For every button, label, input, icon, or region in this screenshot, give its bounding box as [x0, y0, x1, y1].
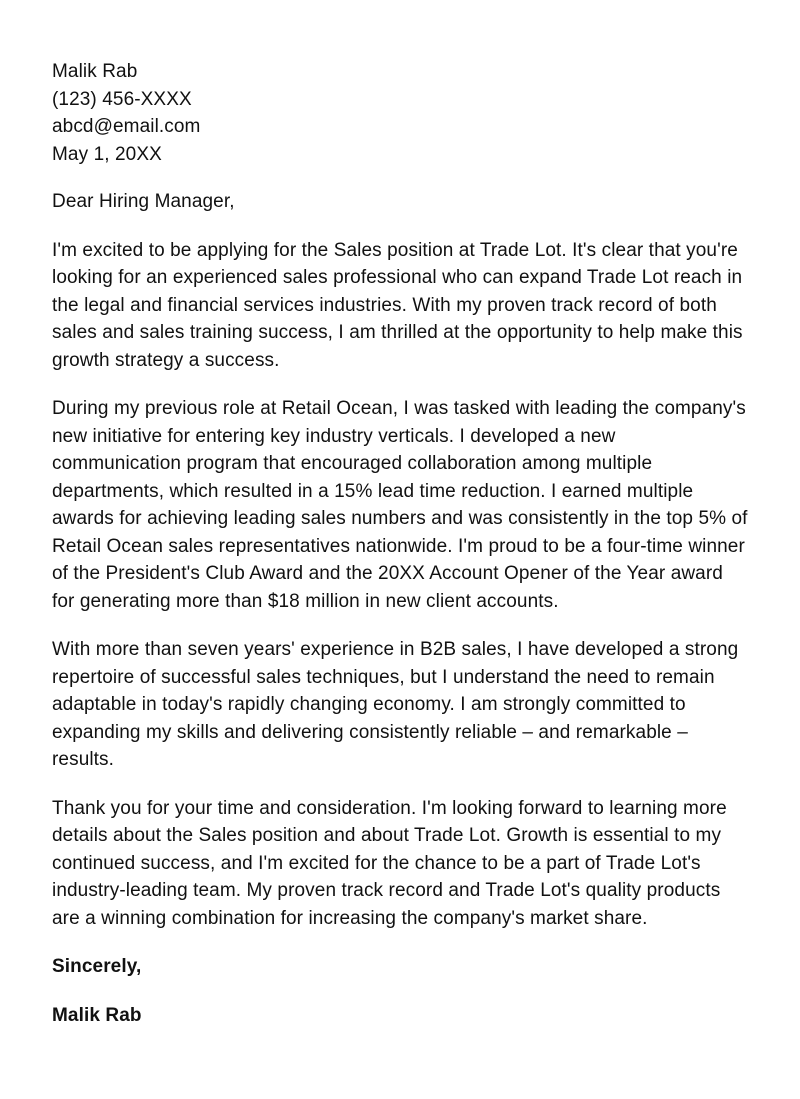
cover-letter [52, 58, 748, 1029]
sender-email: abcd@email.com [52, 116, 201, 137]
sender-phone: (123) 456-XXXX [52, 88, 192, 110]
letter-date: May 1, 20XX [52, 143, 162, 165]
sender-contact-block [52, 58, 748, 168]
body-paragraph: Thank you for your time and consideration. I'm looking forward to learning more details about the Sales position and about Trade Lot. Growth is essential to my continued success, and I'm excited for the chance to be a part of Trade Lot's industry-leading team. My proven track record and Trade Lot's quality products are a winning combination for increasing the company's market share. [52, 797, 727, 929]
body-paragraph: During my previous role at Retail Ocean, I was tasked with leading the company's new initiative for entering key industry verticals. I developed a new communication program that encouraged collaboration among multiple departments, which resulted in a 15% lead time reduction. I earned multiple awards for achieving leading sales numbers and was consistently in the top 5% of Retail Ocean sales representatives nationwide. I'm proud to be a four-time winner of the President's Club Award and the 20XX Account Opener of the Year award for generating more than $18 million in new client accounts. [52, 398, 748, 612]
body-paragraph: With more than seven years' experience in B2B sales, I have developed a strong repertoire of successful sales techniques, but I understand the need to remain adaptable in today's rapidly changing economy. I am strongly committed to expanding my skills and delivering consistently reliable – and remarkable – results. [52, 639, 739, 770]
signature: Malik Rab [52, 1004, 142, 1026]
sender-name: Malik Rab [52, 61, 138, 82]
body-paragraph: I'm excited to be applying for the Sales position at Trade Lot. It's clear that you're looking for an experienced sales professional who can expand Trade Lot reach in the legal and financial services industries. With my proven track record of both sales and sales training success, I am thrilled at the opportunity to help make this growth strategy a success. [52, 239, 743, 371]
closing: Sincerely, [52, 956, 142, 977]
salutation: Dear Hiring Manager, [52, 191, 235, 212]
